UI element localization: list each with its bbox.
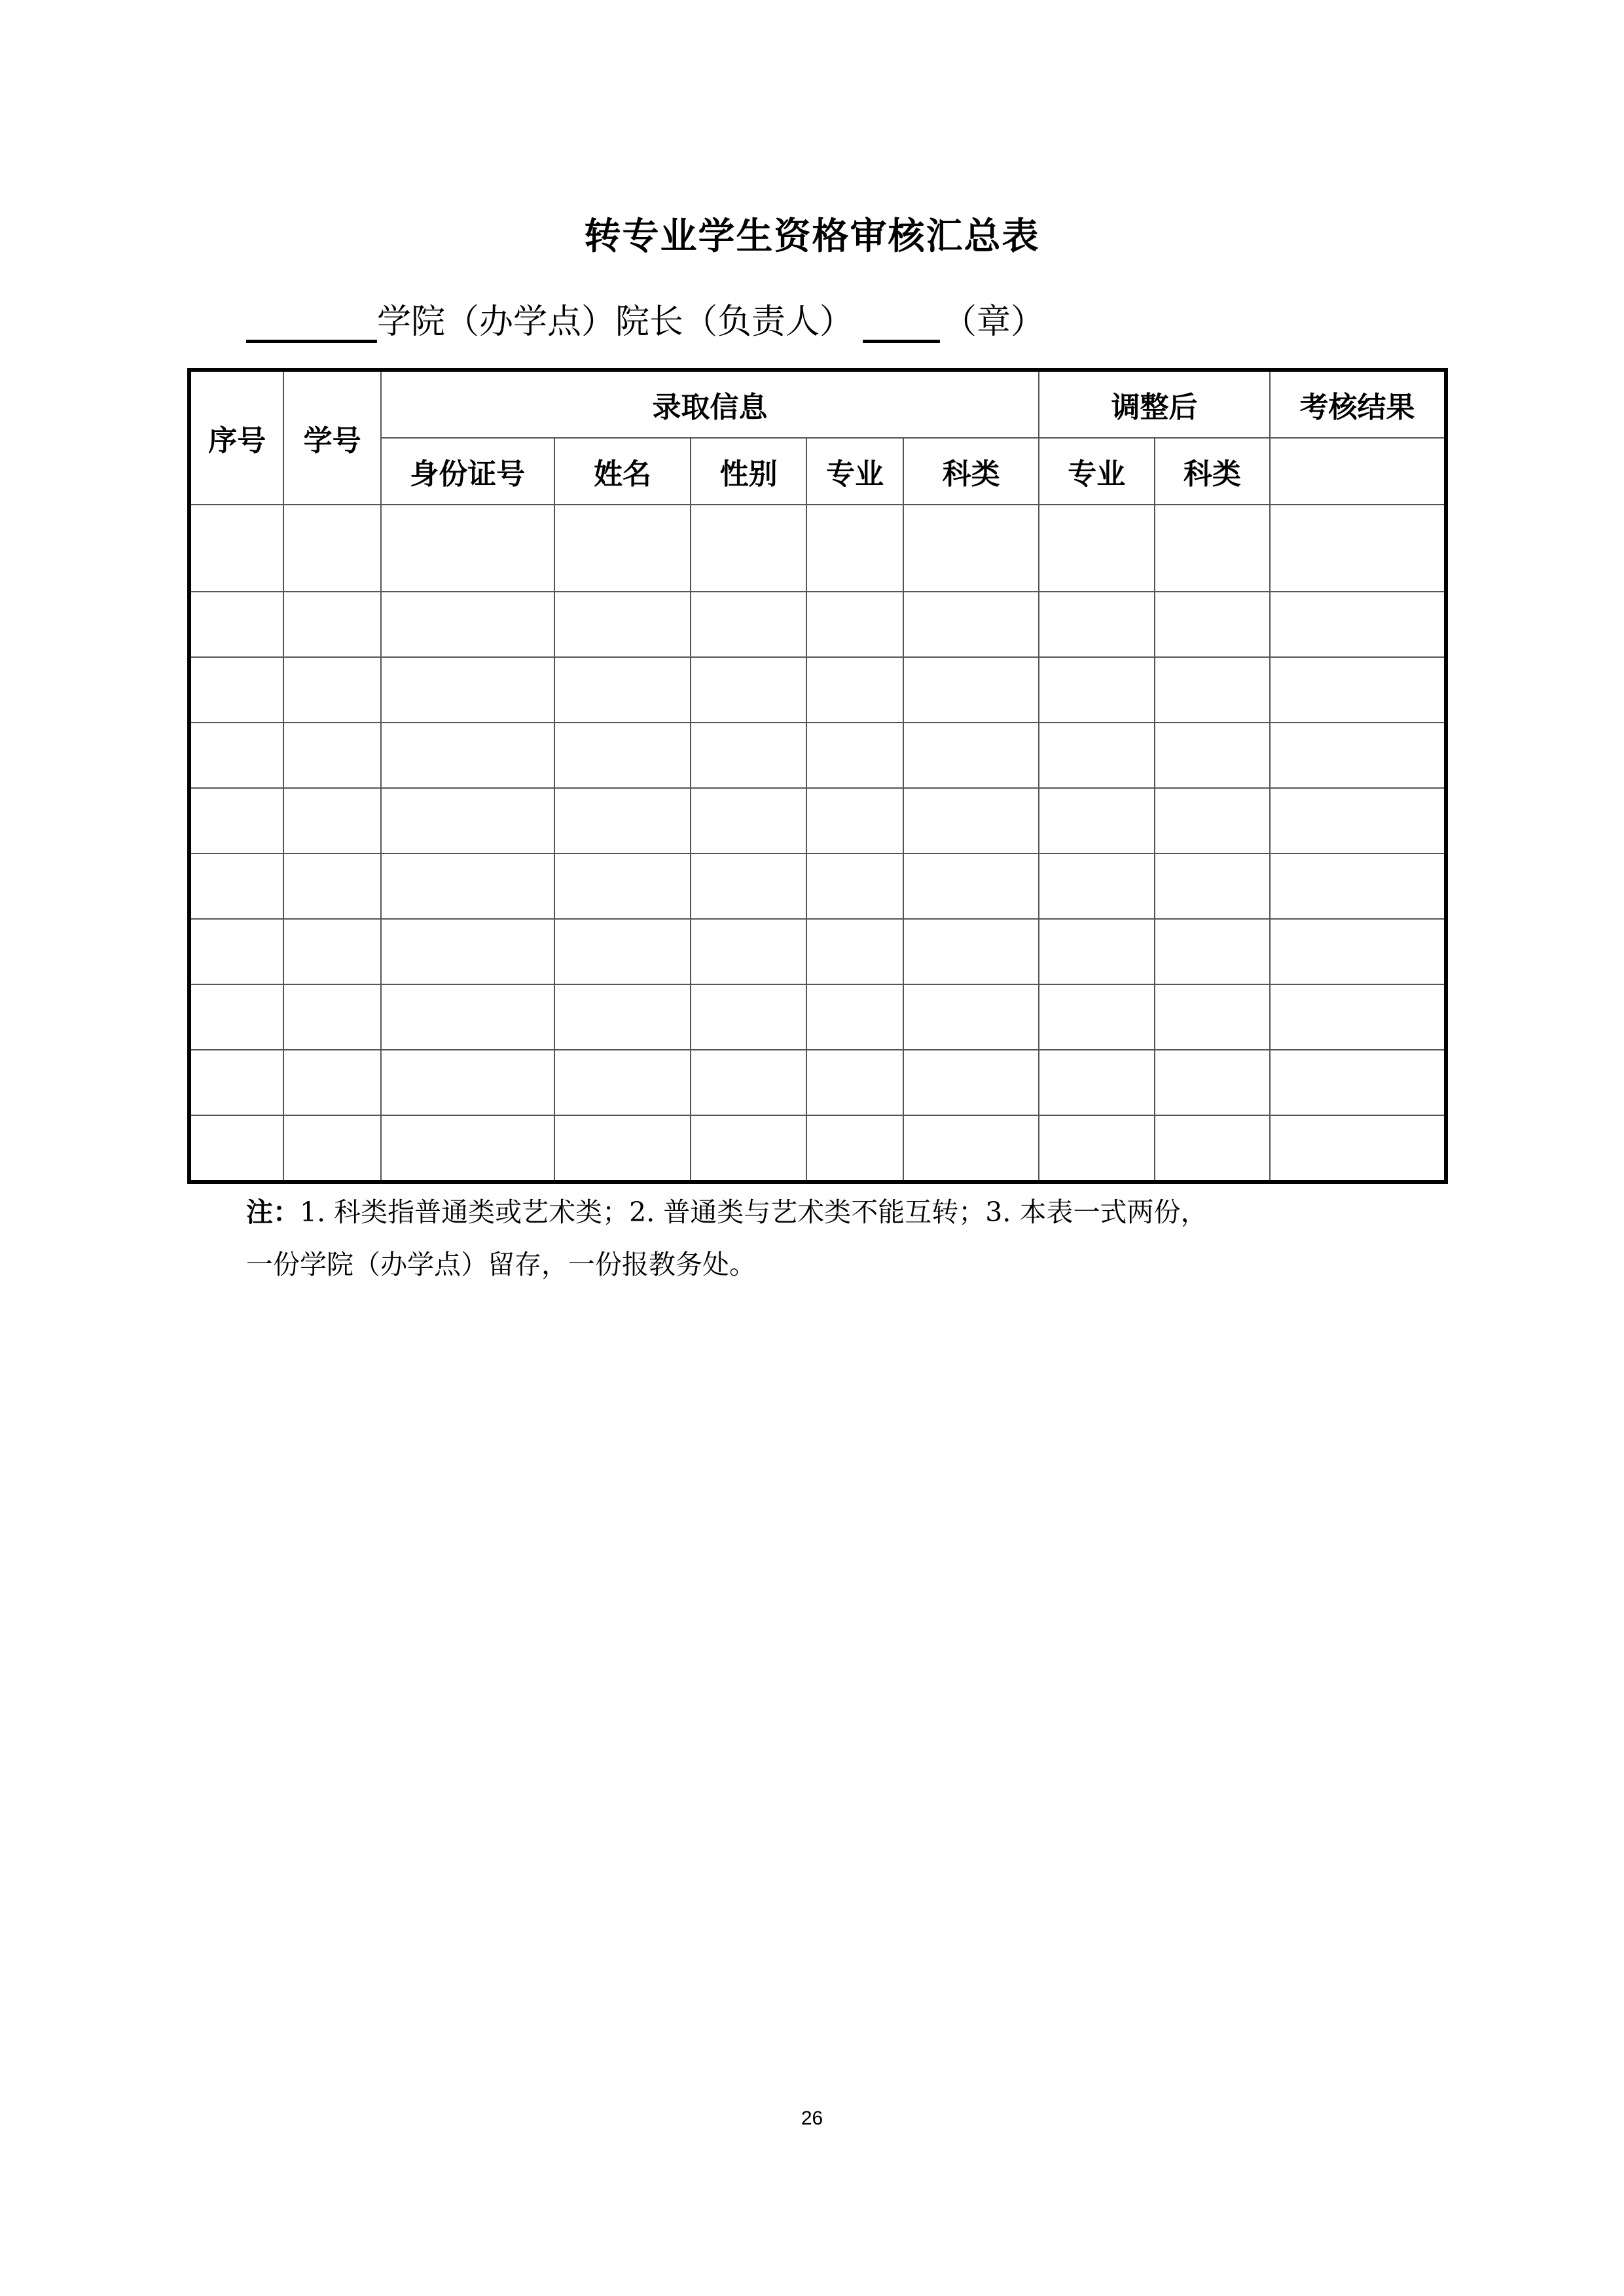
table-cell[interactable] [1155, 505, 1271, 592]
table-cell[interactable] [381, 853, 554, 919]
footnote [246, 1186, 1424, 1291]
table-cell[interactable] [1270, 984, 1446, 1050]
table-row [189, 984, 1446, 1050]
table-cell[interactable] [381, 657, 554, 723]
table-cell[interactable] [189, 919, 283, 984]
table-cell[interactable] [283, 1115, 380, 1182]
table-cell[interactable] [283, 592, 380, 657]
table-cell[interactable] [1039, 1115, 1155, 1182]
table-cell[interactable] [1039, 657, 1155, 723]
table-cell[interactable] [554, 984, 691, 1050]
table-cell[interactable] [1270, 1050, 1446, 1115]
table-cell[interactable] [381, 788, 554, 853]
table-cell[interactable] [691, 984, 806, 1050]
table-cell[interactable] [903, 788, 1039, 853]
table-cell[interactable] [189, 788, 283, 853]
table-cell[interactable] [1155, 657, 1271, 723]
table-cell[interactable] [903, 853, 1039, 919]
table-cell[interactable] [806, 984, 903, 1050]
table-cell[interactable] [1270, 919, 1446, 984]
college-name-blank[interactable] [246, 303, 377, 343]
table-cell[interactable] [189, 657, 283, 723]
table-cell[interactable] [189, 984, 283, 1050]
table-cell[interactable] [1270, 788, 1446, 853]
table-cell[interactable] [554, 1115, 691, 1182]
table-cell[interactable] [554, 505, 691, 592]
table-cell[interactable] [691, 505, 806, 592]
table-cell[interactable] [903, 1115, 1039, 1182]
subheader-category: 科类 [903, 438, 1039, 505]
table-cell[interactable] [1155, 788, 1271, 853]
table-cell[interactable] [1155, 853, 1271, 919]
table-cell[interactable] [189, 1050, 283, 1115]
table-cell[interactable] [189, 1115, 283, 1182]
table-cell[interactable] [806, 505, 903, 592]
table-cell[interactable] [1270, 853, 1446, 919]
seal-label: （章） [943, 302, 1045, 342]
subheader-adjusted-category: 科类 [1155, 438, 1271, 505]
dean-signature-blank[interactable] [863, 303, 940, 343]
table-cell[interactable] [554, 919, 691, 984]
footnote-line-2: 一份学院（办学点）留存，一份报教务处。 [246, 1249, 756, 1280]
table-cell[interactable] [1155, 1115, 1271, 1182]
table-cell[interactable] [1039, 592, 1155, 657]
table-cell[interactable] [1039, 788, 1155, 853]
header-student-id: 学号 [283, 370, 380, 505]
table-cell[interactable] [283, 788, 380, 853]
table-cell[interactable] [283, 1050, 380, 1115]
table-cell[interactable] [381, 984, 554, 1050]
table-cell[interactable] [283, 657, 380, 723]
page-title: 转专业学生资格审核汇总表 [584, 215, 1040, 258]
table-cell[interactable] [283, 984, 380, 1050]
table-cell[interactable] [691, 592, 806, 657]
table-row [189, 1050, 1446, 1115]
table-cell[interactable] [691, 788, 806, 853]
table-cell[interactable] [1039, 984, 1155, 1050]
table-cell[interactable] [1039, 723, 1155, 788]
table-cell[interactable] [554, 853, 691, 919]
table-cell[interactable] [1270, 657, 1446, 723]
table-cell[interactable] [806, 853, 903, 919]
table-cell[interactable] [554, 1050, 691, 1115]
table-cell[interactable] [806, 657, 903, 723]
table-cell[interactable] [554, 592, 691, 657]
table-cell[interactable] [1039, 919, 1155, 984]
table-cell[interactable] [806, 592, 903, 657]
audit-table [187, 368, 1448, 1184]
table-cell[interactable] [903, 984, 1039, 1050]
table-row [189, 505, 1446, 592]
header-adjusted: 调整后 [1039, 370, 1270, 438]
table-cell[interactable] [381, 592, 554, 657]
table-cell[interactable] [554, 788, 691, 853]
table-cell[interactable] [283, 853, 380, 919]
subheader-gender: 性别 [691, 438, 806, 505]
table-cell[interactable] [1270, 723, 1446, 788]
table-cell[interactable] [189, 505, 283, 592]
table-cell[interactable] [189, 592, 283, 657]
signature-line-label: 学院（办学点）院长（负责人） [377, 302, 854, 342]
table-cell[interactable] [1155, 1050, 1271, 1115]
table-cell[interactable] [691, 723, 806, 788]
table-cell[interactable] [381, 919, 554, 984]
subheader-id-number: 身份证号 [381, 438, 554, 505]
table-cell[interactable] [189, 723, 283, 788]
table-cell[interactable] [1039, 1050, 1155, 1115]
table-cell[interactable] [903, 1050, 1039, 1115]
table-cell[interactable] [903, 919, 1039, 984]
table-cell[interactable] [1039, 853, 1155, 919]
subheader-adjusted-major: 专业 [1039, 438, 1155, 505]
table-cell[interactable] [1270, 1115, 1446, 1182]
table-cell[interactable] [903, 657, 1039, 723]
table-row [189, 1115, 1446, 1182]
table-row [189, 592, 1446, 657]
table-cell[interactable] [1155, 723, 1271, 788]
page-number: 26 [801, 2108, 823, 2129]
table-row [189, 788, 1446, 853]
table-cell[interactable] [903, 723, 1039, 788]
table-cell[interactable] [283, 723, 380, 788]
subheader-major: 专业 [806, 438, 903, 505]
table-row [189, 657, 1446, 723]
footnote-label: 注： [246, 1196, 300, 1228]
table-cell[interactable] [283, 919, 380, 984]
table-cell[interactable] [554, 657, 691, 723]
table-cell[interactable] [1155, 984, 1271, 1050]
table-cell[interactable] [189, 853, 283, 919]
table-cell[interactable] [554, 723, 691, 788]
subheader-name: 姓名 [554, 438, 691, 505]
footnote-line-1: 1. 科类指普通类或艺术类；2. 普通类与艺术类不能互转；3. 本表一式两份， [300, 1196, 1208, 1228]
table-cell[interactable] [1270, 505, 1446, 592]
table-cell[interactable] [691, 919, 806, 984]
table-cell[interactable] [806, 919, 903, 984]
table-cell[interactable] [691, 853, 806, 919]
table-cell[interactable] [806, 723, 903, 788]
table-cell[interactable] [806, 1115, 903, 1182]
table-cell[interactable] [1270, 592, 1446, 657]
header-seq: 序号 [189, 370, 283, 505]
table-cell[interactable] [691, 1115, 806, 1182]
table-cell[interactable] [381, 1115, 554, 1182]
table-row [189, 853, 1446, 919]
table-cell[interactable] [903, 592, 1039, 657]
table-cell[interactable] [381, 1050, 554, 1115]
table-cell[interactable] [691, 1050, 806, 1115]
header-admission-info: 录取信息 [381, 370, 1039, 438]
table-cell[interactable] [381, 723, 554, 788]
table-row [189, 723, 1446, 788]
table-header-row [189, 370, 1446, 438]
table-cell[interactable] [806, 788, 903, 853]
table-cell[interactable] [1155, 919, 1271, 984]
table-cell[interactable] [806, 1050, 903, 1115]
signature-line [246, 296, 1045, 348]
table-cell[interactable] [903, 505, 1039, 592]
table-cell[interactable] [1155, 592, 1271, 657]
table-cell[interactable] [691, 657, 806, 723]
header-review-result: 考核结果 [1270, 370, 1446, 438]
table-row [189, 919, 1446, 984]
subheader-review-blank [1270, 438, 1446, 505]
table-cell[interactable] [283, 505, 380, 592]
table-cell[interactable] [1039, 505, 1155, 592]
table-cell[interactable] [381, 505, 554, 592]
